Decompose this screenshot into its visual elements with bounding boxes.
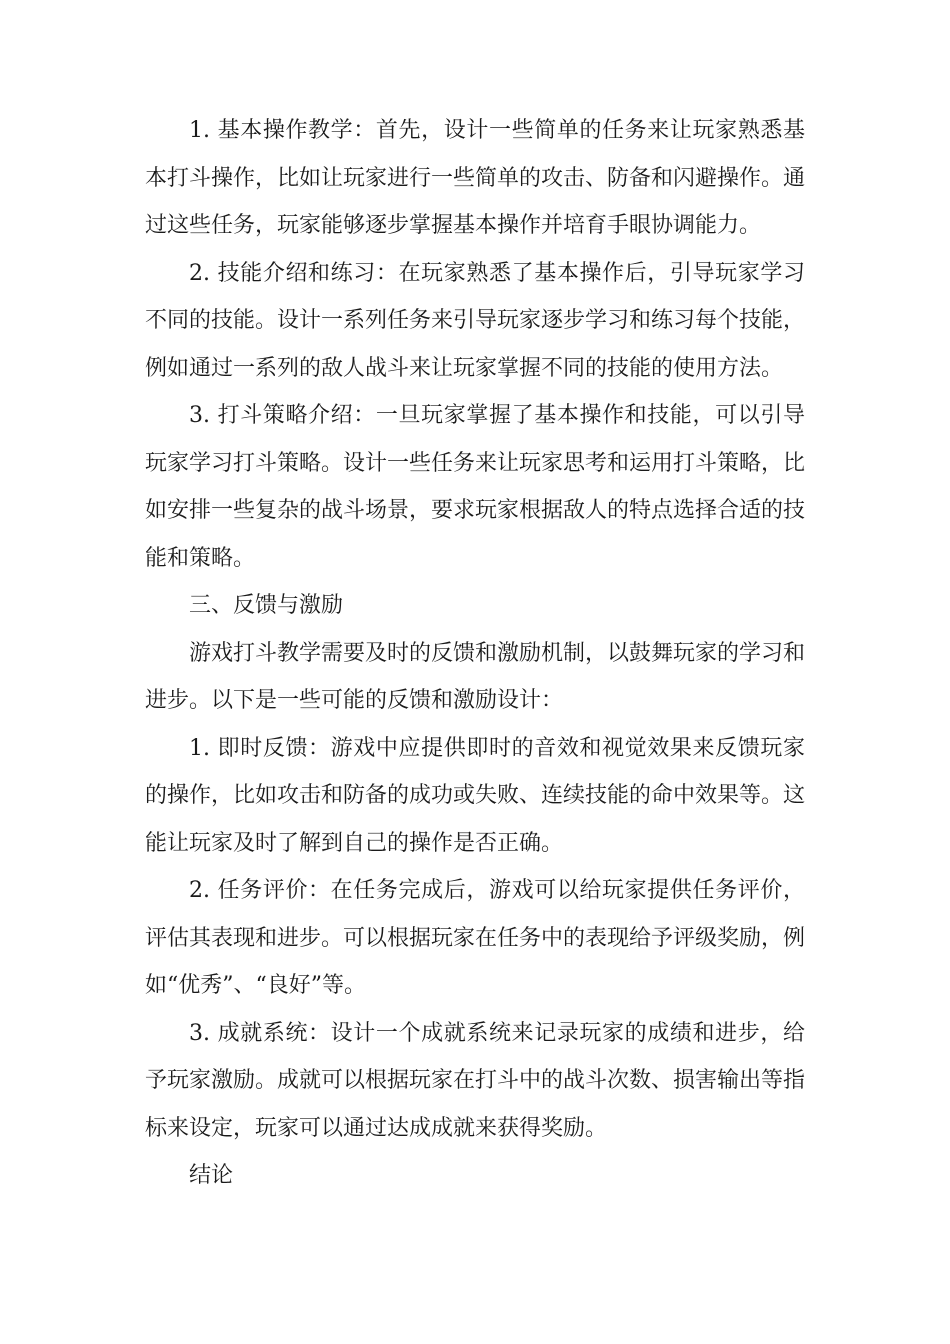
- document-body: [145, 107, 805, 1200]
- paragraph-task-evaluation: 2. 任务评价：在任务完成后，游戏可以给玩家提供任务评价，评估其表现和进步。可以根据玩家在任务中的表现给予评级奖励，例如“优秀”、“良好”等。: [145, 878, 806, 998]
- section-heading-conclusion: 结论: [189, 1163, 234, 1188]
- paragraph-skill-intro: 2. 技能介绍和练习：在玩家熟悉了基本操作后，引导玩家学习不同的技能。设计一系列任务来引导玩家逐步学习和练习每个技能，例如通过一系列的敌人战斗来让玩家掌握不同的技能的使用方法。: [145, 260, 806, 381]
- paragraph-basic-operation: 1. 基本操作教学：首先，设计一些简单的任务来让玩家熟悉基本打斗操作，比如让玩家进行一些简单的攻击、防备和闪避操作。通过这些任务，玩家能够逐步掌握基本操作并培育手眼协调能力。: [145, 118, 806, 238]
- paragraph-feedback-intro: 游戏打斗教学需要及时的反馈和激励机制，以鼓舞玩家的学习和进步。以下是一些可能的反馈和激励设计：: [145, 640, 806, 713]
- paragraph-instant-feedback: 1. 即时反馈：游戏中应提供即时的音效和视觉效果来反馈玩家的操作，比如攻击和防备的成功或失败、连续技能的命中效果等。这能让玩家及时了解到自己的操作是否正确。: [145, 735, 806, 856]
- paragraph-combat-strategy: 3. 打斗策略介绍：一旦玩家掌握了基本操作和技能，可以引导玩家学习打斗策略。设计一些任务来让玩家思考和运用打斗策略，比如安排一些复杂的战斗场景，要求玩家根据敌人的特点选择合适的技能和策略。: [145, 403, 806, 571]
- section-heading-feedback: 三、反馈与激励: [189, 593, 344, 618]
- paragraph-achievement-system: 3. 成就系统：设计一个成就系统来记录玩家的成绩和进步，给予玩家激励。成就可以根据玩家在打斗中的战斗次数、损害输出等指标来设定，玩家可以通过达成成就来获得奖励。: [145, 1020, 806, 1141]
